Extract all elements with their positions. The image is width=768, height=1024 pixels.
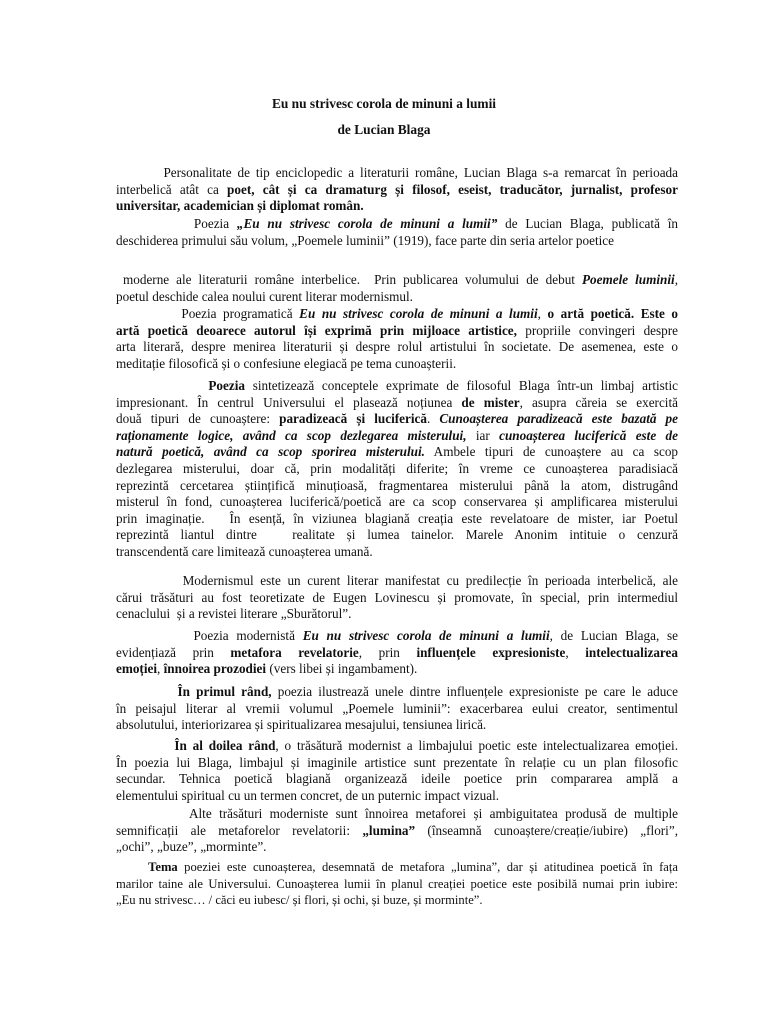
text-run: în peisajul literar al vremii volumul „Poemele luminii”: exacerbarea eului creator, sentimentul xyxy=(116,700,678,716)
text-run: două tipuri de cunoaștere: xyxy=(116,411,280,427)
text-run: raționamente logice, având ca scop dezlegarea misterului, xyxy=(116,427,467,443)
text-line xyxy=(116,573,678,590)
text-line xyxy=(116,771,678,788)
text-run: elementului spiritual cu un termen concret, de un puternic impact vizual. xyxy=(116,787,500,803)
text-run: , xyxy=(674,272,678,287)
text-run: impresionant. În centrul Universului el plasează noțiunea xyxy=(116,394,462,410)
text-run: de Lucian Blaga, publicată în xyxy=(497,216,678,231)
text-run: În al doilea rând xyxy=(174,738,276,753)
text-line xyxy=(116,216,678,233)
text-run: arta literară, despre menirea literaturii și despre rolul artistului în societate. De asemenea, este o xyxy=(116,339,678,355)
text-line xyxy=(116,233,678,250)
text-run: transcendentă care limitează cunoașterea umană. xyxy=(116,543,373,559)
text-run: , xyxy=(537,306,548,321)
text-run: Ambele tipuri de cunoaștere au ca scop xyxy=(424,444,679,460)
text-run: reprezintă liantul dintre realitate și lumea tainelor. Marele Anonim intituie o cenzură xyxy=(116,527,678,543)
text-run: (vers libei și ingambament). xyxy=(266,661,418,677)
text-run: Eu nu strivesc corola de minuni a lumii xyxy=(299,306,538,321)
text-run: poeziei este cunoașterea, desemnată de metafora „lumina”, dar și atitudinea poetică în fața xyxy=(177,860,678,874)
text-line xyxy=(116,717,678,734)
text-run: Eu nu strivesc corola de minuni a lumii xyxy=(302,628,550,643)
text-line xyxy=(116,628,678,645)
text-run: misterul în fond, cunoașterea luciferică/poetică are ca scop conservarea și amplificarea misterului xyxy=(116,494,678,510)
paragraph xyxy=(116,738,678,804)
text-run: de mister xyxy=(461,394,520,410)
text-line xyxy=(116,378,678,395)
text-run: înnoirea prozodiei xyxy=(163,661,267,677)
text-line xyxy=(116,356,678,373)
text-run: secundar. Tehnica poetică blagiană organizează ideile poetice prin compararea amplă a xyxy=(116,771,678,787)
text-run: dezlegarea misterului, doar că, prin modalități diferite; în vreme ce cunoașterea paradisiacă xyxy=(116,460,678,476)
text-run xyxy=(116,684,178,699)
text-run: intelectualizarea xyxy=(585,644,678,660)
text-run: . xyxy=(426,411,440,427)
text-line xyxy=(116,527,678,544)
paragraph xyxy=(116,306,678,372)
text-line xyxy=(116,684,678,701)
text-run: „lumina” xyxy=(362,822,416,838)
text-run: iar xyxy=(466,427,500,443)
text-run: o artă poetică. Este o xyxy=(547,306,679,321)
text-line xyxy=(116,859,678,876)
text-run: semnificații ale metaforelor revelatorii: xyxy=(116,822,363,838)
text-run: cunoașterea luciferică este de xyxy=(499,427,678,443)
paragraph xyxy=(116,806,678,856)
text-run: „Eu nu strivesc… / căci eu iubesc/ și flori, și ochi, și buze, și morminte”. xyxy=(116,893,483,908)
text-line xyxy=(116,738,678,755)
text-line xyxy=(116,544,678,561)
text-line xyxy=(116,289,678,306)
text-run: universitar, academician și diplomat român. xyxy=(116,198,364,214)
text-line xyxy=(116,165,678,182)
text-run: meditație filosofică și o confesiune elegiacă pe tema cunoașterii. xyxy=(116,355,457,371)
text-run: poezia ilustrează unele dintre influențele expresioniste pe care le aduce xyxy=(271,684,679,699)
text-line xyxy=(116,444,678,461)
text-run: sintetizează conceptele exprimate de filosoful Blaga într-un limbaj artistic xyxy=(245,378,678,393)
text-run: , xyxy=(565,644,586,660)
text-run: Poezia programatică xyxy=(116,306,300,321)
text-run: „Eu nu strivesc corola de minuni a lumii” xyxy=(236,216,498,231)
text-run: poetul deschide calea noului curent literar modernismul. xyxy=(116,288,413,304)
document-title: Eu nu strivesc corola de minuni a lumii xyxy=(271,96,497,111)
text-run: , asupra căreia se exercită xyxy=(519,394,678,410)
text-line xyxy=(116,182,678,199)
text-run: cenaclului și a revistei literare „Sburătorul”. xyxy=(116,606,352,622)
document-author: de Lucian Blaga xyxy=(337,122,431,137)
text-run: metafora revelatorie xyxy=(230,644,359,660)
text-run: moderne ale literaturii române interbelice. Prin publicarea volumului de debut xyxy=(116,272,582,287)
text-run: În primul rând, xyxy=(177,684,272,699)
text-run: propriile convingeri despre xyxy=(516,322,678,338)
text-run xyxy=(116,378,208,393)
text-line xyxy=(116,494,678,511)
paragraph xyxy=(116,573,678,623)
text-run: deschiderea primului său volum, „Poemele luminii” (1919), face parte din seria artelor poetice xyxy=(116,232,615,248)
text-run xyxy=(116,738,174,753)
text-run: marilor taine ale Universului. Cunoașterea lumii în planul creației poetice este posibilă numai prin iubire: xyxy=(116,876,678,891)
text-line xyxy=(116,661,678,678)
text-run: , prin xyxy=(358,644,417,660)
text-line xyxy=(116,272,678,289)
paragraph xyxy=(116,628,678,678)
text-line xyxy=(116,339,678,356)
text-line xyxy=(116,806,678,823)
text-run: prin imaginație. În esență, în viziunea blagiană creația este revelatoare de mister, iar Poetul xyxy=(116,510,678,526)
text-line xyxy=(116,892,678,909)
text-line xyxy=(116,755,678,772)
text-run: reprezintă cercetarea științifică minuțioasă, fragmentarea misterului până la atom, distrugând xyxy=(116,477,678,493)
text-line xyxy=(116,428,678,445)
paragraph xyxy=(116,165,678,215)
text-line xyxy=(116,461,678,478)
text-line xyxy=(116,645,678,662)
text-run: emoției xyxy=(116,661,158,677)
text-run: Poemele luminii xyxy=(581,272,675,287)
text-line xyxy=(116,395,678,412)
text-run: , xyxy=(157,661,164,677)
text-line xyxy=(116,306,678,323)
text-run: Poezia xyxy=(116,216,237,231)
text-run: (înseamnă cunoaștere/creație/iubire) „flori”, xyxy=(415,822,678,838)
text-line xyxy=(116,839,678,856)
text-run: evidențiază prin xyxy=(116,644,231,660)
text-run: natură poetică, având ca scop sporirea misterului. xyxy=(116,444,425,460)
text-run: Alte trăsături moderniste sunt înnoirea metaforei și ambiguitatea produsă de multiple xyxy=(116,806,678,821)
text-run: , o trăsătură modernist a limbajului poetic este intelectualizarea emoției. xyxy=(275,738,679,753)
text-run: „ochi”, „buze”, „morminte”. xyxy=(116,839,267,855)
text-run: Poezia xyxy=(208,378,245,393)
text-run: absolutului, interiorizarea și spiritualizarea mesajului, tensiunea lirică. xyxy=(116,717,487,733)
text-line xyxy=(116,198,678,215)
text-run: , de Lucian Blaga, se xyxy=(549,628,679,643)
paragraph xyxy=(116,272,678,305)
text-run: Poezia modernistă xyxy=(116,628,303,643)
text-run: influențele expresioniste xyxy=(416,644,566,660)
text-line xyxy=(116,606,678,623)
text-line xyxy=(116,876,678,893)
paragraph xyxy=(116,216,678,249)
text-run: Personalitate de tip enciclopedic a literaturii române, Lucian Blaga s-a remarcat în perioada xyxy=(116,165,678,180)
text-run: paradizeacă și luciferică xyxy=(279,411,427,427)
text-run xyxy=(116,860,148,874)
paragraph xyxy=(116,378,678,561)
paragraph xyxy=(116,684,678,734)
text-run: poet, cât și ca dramaturg și filosof, eseist, traducător, jurnalist, profesor xyxy=(227,181,678,197)
text-line xyxy=(116,823,678,840)
text-run: Cunoașterea paradizeacă este bazată pe xyxy=(439,411,679,427)
text-run: În poezia lui Blaga, limbajul și imaginile artistice sunt prezentate în relație cu un plan filosofic xyxy=(116,754,678,770)
text-line xyxy=(116,411,678,428)
text-run: artă poetică deoarece autorul își exprimă prin mijloace artistice, xyxy=(116,322,517,338)
text-run: Tema xyxy=(148,860,178,874)
paragraph xyxy=(116,859,678,909)
text-line xyxy=(116,478,678,495)
text-run: cărui trăsături au fost teoretizate de Eugen Lovinescu și promovate, în special, prin intermediul xyxy=(116,589,678,605)
text-line xyxy=(116,701,678,718)
text-run: interbelică atât ca xyxy=(116,181,228,197)
text-run: Modernismul este un curent literar manifestat cu predilecție în perioada interbelică, ale xyxy=(116,573,678,588)
text-line xyxy=(116,511,678,528)
text-line xyxy=(116,323,678,340)
text-line xyxy=(116,788,678,805)
text-line xyxy=(116,590,678,607)
